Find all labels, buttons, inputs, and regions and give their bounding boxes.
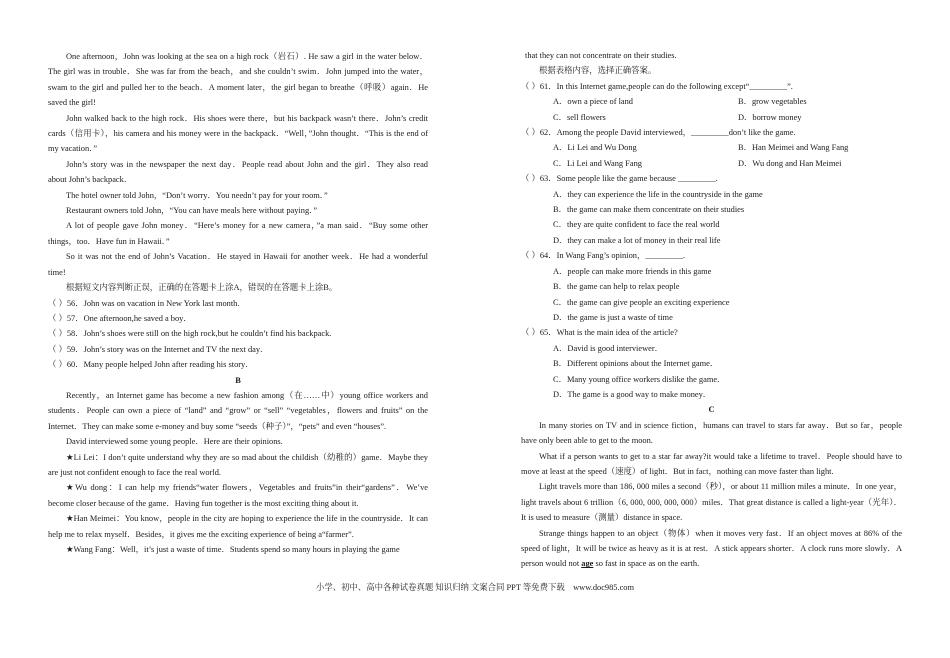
section-c-heading: C <box>708 405 715 415</box>
passage-c-p1: In many stories on TV and in science fiction，humans can travel to stars far away．But so far，people have only been able to get to the moon. <box>521 420 902 446</box>
q61-option-c: C．sell flowers <box>553 112 606 122</box>
q62-option-a: A．Li Lei and Wu Dong <box>553 143 637 153</box>
passage-c-p4-tail: so fast in space as on the earth. <box>593 559 700 569</box>
question-59: （ ）59．John’s story was on the Internet and TV the next day． <box>48 344 269 354</box>
passage-c-p2: What if a person wants to get to a star far away?it would take a lifetime to travel．People should have to move at least at the speed（速度）of light．But in fact，nothing can move faster than light. <box>521 451 902 476</box>
underlined-word: age <box>581 559 594 569</box>
q63-option-b: B．the game can make them concentrate on their studies <box>553 205 745 215</box>
q65-option-a: A．David is good interviewer． <box>553 343 664 353</box>
q61-option-d: D．borrow money <box>738 112 802 122</box>
question-60: （ ）60．Many people helped John after reading his story． <box>48 360 254 370</box>
instruction-b: 根据表格内容，选择正确答案。 <box>539 66 657 76</box>
q64-option-a: A．people can make more friends in this game <box>553 266 712 276</box>
opinion-wu-dong: ★Wu dong：I can help my friends“water flowers，Vegetables and fruits”in their“gardens”．We’ve become closer because of the game．Having fun together is the most exciting thing about it. <box>48 483 428 508</box>
q63-option-c: C．they are quite confident to face the real world <box>553 220 720 230</box>
passage-a-p7: So it was not the end of John’s Vacation．He stayed in Hawaii for another week．He had a wonderful time! <box>48 252 428 277</box>
q62-options-row1 <box>521 140 902 155</box>
q64-option-b: B．the game can help to relax people <box>553 282 680 292</box>
passage-b-p1: Recently，an Internet game has become a new fashion among（在……中）young office workers and students．People can own a piece of “land” and “grow” or “sell” “vegetables，flowers and fruits” on the Internet．They can make some e-money and buy some “seeds（种子）”，“pets” and even “houses”. <box>48 390 428 431</box>
question-63: （ ）63．Some people like the game because _________. <box>521 174 718 184</box>
passage-c-p3: Light travels more than 186, 000 miles a second（秒），or about 11 million miles a minute．In one year，light travels about 6 trillion（6, 000, 000, 000, 000）miles．That great distance is called a light-year（光年）．It is used to measure（测量）distance in space. <box>521 482 902 523</box>
page-footer: 小学、初中、高中各种试卷真题 知识归纳 文案合同 PPT 等免费下载 www.doc985.com <box>315 583 634 592</box>
q61-options-row2 <box>521 110 902 125</box>
question-65: （ ）65．What is the main idea of the article? <box>521 328 678 338</box>
q62-option-c: C．Li Lei and Wang Fang <box>553 158 642 168</box>
question-61: （ ）61．In this Internet game,people can do the following except“_________”. <box>521 81 793 91</box>
q64-option-c: C．the game can give people an exciting experience <box>553 297 730 307</box>
left-column <box>48 49 428 557</box>
q61-options-row1 <box>521 94 902 109</box>
instruction-a: 根据短文内容判断正误，正确的在答题卡上涂A，错误的在答题卡上涂B。 <box>66 283 338 293</box>
passage-a-p1: One afternoon，John was looking at the sea on a high rock（岩石）. He saw a girl in the water below．The girl was in trouble．She was far from the beach，and she couldn’t swim．John jumped into the water，swam to the girl and pulled her to the beach．A moment later，the girl began to breathe（呼吸）again．He saved the girl! <box>48 52 428 108</box>
q64-option-d: D．the game is just a waste of time <box>553 312 673 322</box>
passage-c-p4 <box>521 526 902 572</box>
passage-a-p4: The hotel owner told John，“Don’t worry．You needn’t pay for your room．” <box>66 190 328 200</box>
right-column <box>521 48 902 572</box>
question-62: （ ）62．Among the people David interviewed，_________don’t like the game. <box>521 128 796 138</box>
q65-option-b: B．Different opinions about the Internet game． <box>553 359 719 369</box>
q61-option-a: A．own a piece of land <box>553 97 633 107</box>
q61-option-b: B．grow vegetables <box>738 97 807 107</box>
q62-option-d: D．Wu dong and Han Meimei <box>738 158 842 168</box>
question-58: （ ）58．John’s shoes were still on the high rock,but he couldn’t find his backpack. <box>48 329 332 339</box>
q62-options-row2 <box>521 156 902 171</box>
question-64: （ ）64．In Wang Fang’s opinion，_________. <box>521 251 686 261</box>
q65-option-c: C．Many young office workers dislike the game． <box>553 374 726 384</box>
q65-option-d: D．The game is a good way to make money． <box>553 389 712 399</box>
passage-a-p6: A lot of people gave John money．“Here’s money for a new camera，”a man said．“Buy some other things，too．Have fun in Hawaii．” <box>48 221 428 246</box>
opinion-li-lei: ★Li Lei：I don’t quite understand why they are so mad about the childish（幼稚的）game．Maybe they are just not confident enough to face the real world. <box>48 452 428 477</box>
passage-a-p2: John walked back to the high rock．His shoes were there，but his backpack wasn’t there．John’s credit cards（信用卡），his camera and his money were in the backpack．“Well，”John thought．“This is the end of my vacation．” <box>48 113 428 154</box>
question-56: （ ）56．John was on vacation in New York last month. <box>48 298 240 308</box>
opinion-wang-fang: ★Wang Fang：Well，it’s just a waste of time．Students spend so many hours in playing the game <box>66 545 400 554</box>
passage-b-continuation: that they can not concentrate on their studies. <box>525 51 677 60</box>
q62-option-b: B．Han Meimei and Wang Fang <box>738 143 849 153</box>
passage-b-p2: David interviewed some young people．Here are their opinions. <box>66 437 283 447</box>
passage-c-p4-text: Strange things happen to an object（物体）when it moves very fast．If an object moves at 86% of the speed of light，It will be twice as heavy as it is at rest．A stick appears shorter．A clock runs more slowly．A person would not <box>521 528 902 569</box>
q63-option-d: D．they can make a lot of money in their real life <box>553 235 721 245</box>
q63-option-a: A．they can experience the life in the countryside in the game <box>553 189 763 199</box>
passage-a-p3: John’s story was in the newspaper the next day．People read about John and the girl．They also read about John’s backpack． <box>48 159 428 185</box>
question-57: （ ）57．One afternoon,he saved a boy． <box>48 313 192 323</box>
opinion-han-meimei: ★Han Meimei：You know，people in the city are hoping to experience the life in the countryside．It can help me to relax myself．Besides，it gives me the exciting experience of being a“farmer”. <box>48 514 428 539</box>
passage-a-p5: Restaurant owners told John，“You can have meals here without paying．” <box>66 206 318 216</box>
section-b-heading: B <box>235 375 241 385</box>
